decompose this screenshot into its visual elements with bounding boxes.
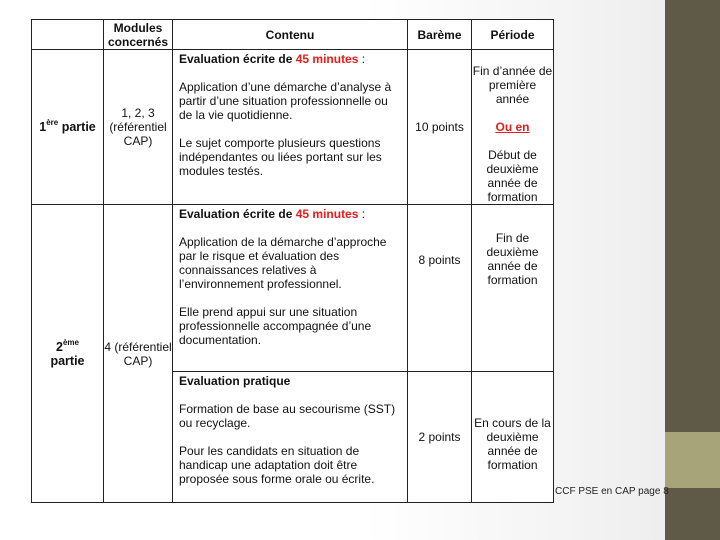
header-bareme: Barème [408,20,472,50]
part2a-contenu [173,205,408,372]
header-periode: Période [472,20,554,50]
part2a-row [32,205,554,372]
part2a-title-prefix: Evaluation écrite de [179,207,296,221]
part2b-para2: Pour les candidats en situation de handicap une adaptation doit être proposée sous forme orale ou écrite. [179,444,375,486]
part2b-title: Evaluation pratique [179,374,291,388]
part1-periode-ou: Ou en [495,120,530,134]
header-row [32,20,554,50]
part1-para1: Application d’une démarche d’analyse à partir d’une situation professionnelle ou de la vie quotidienne. [179,80,392,122]
part2a-para2: Elle prend appui sur une situation professionnelle accompagnée d’une documentation. [179,305,372,347]
part1-modules: 1, 2, 3 (référentiel CAP) [104,50,173,205]
header-empty [32,20,104,50]
part2a-title-suffix: : [358,207,366,221]
part2a-para1: Application de la démarche d’approche par le risque et évaluation des connaissances relatives à l’environnement professionnel. [179,235,387,291]
part2b-para1: Formation de base au secourisme (SST) ou recyclage. [179,402,396,430]
part1-label: 1ère partie [32,50,104,205]
slide-caption: CCF PSE en CAP page 8 [555,486,669,497]
part1-title-duration: 45 minutes [295,52,359,66]
part1-periode-a: Fin d’année de première année [472,64,553,106]
part2b-bareme: 2 points [408,372,472,503]
part2b-contenu [173,372,408,503]
part1-row [32,50,554,205]
part1-contenu [173,50,408,205]
header-modules: Modules concernés [104,20,173,50]
side-bar-dark-bottom [665,488,720,540]
part1-periode [472,50,554,205]
part2a-bareme: 8 points [408,205,472,372]
side-bar-olive [665,432,720,488]
part2a-title-duration: 45 minutes [295,207,359,221]
header-contenu: Contenu [173,20,408,50]
ccf-table [31,19,554,503]
part1-periode-b: Début de deuxième année de formation [486,148,539,204]
part2-modules: 4 (référentiel CAP) [104,205,173,503]
side-bar-dark-top [665,0,720,432]
part1-para2: Le sujet comporte plusieurs questions indépendantes ou liées portant sur les modules testés. [179,136,382,178]
part1-bareme: 10 points [408,50,472,205]
part1-title-prefix: Evaluation écrite de [179,52,296,66]
part1-title-suffix: : [358,52,366,66]
part2b-periode: En cours de la deuxième année de formation [472,372,554,503]
part2-label: 2ème partie [32,205,104,503]
part2a-periode: Fin de deuxième année de formation [472,205,554,372]
